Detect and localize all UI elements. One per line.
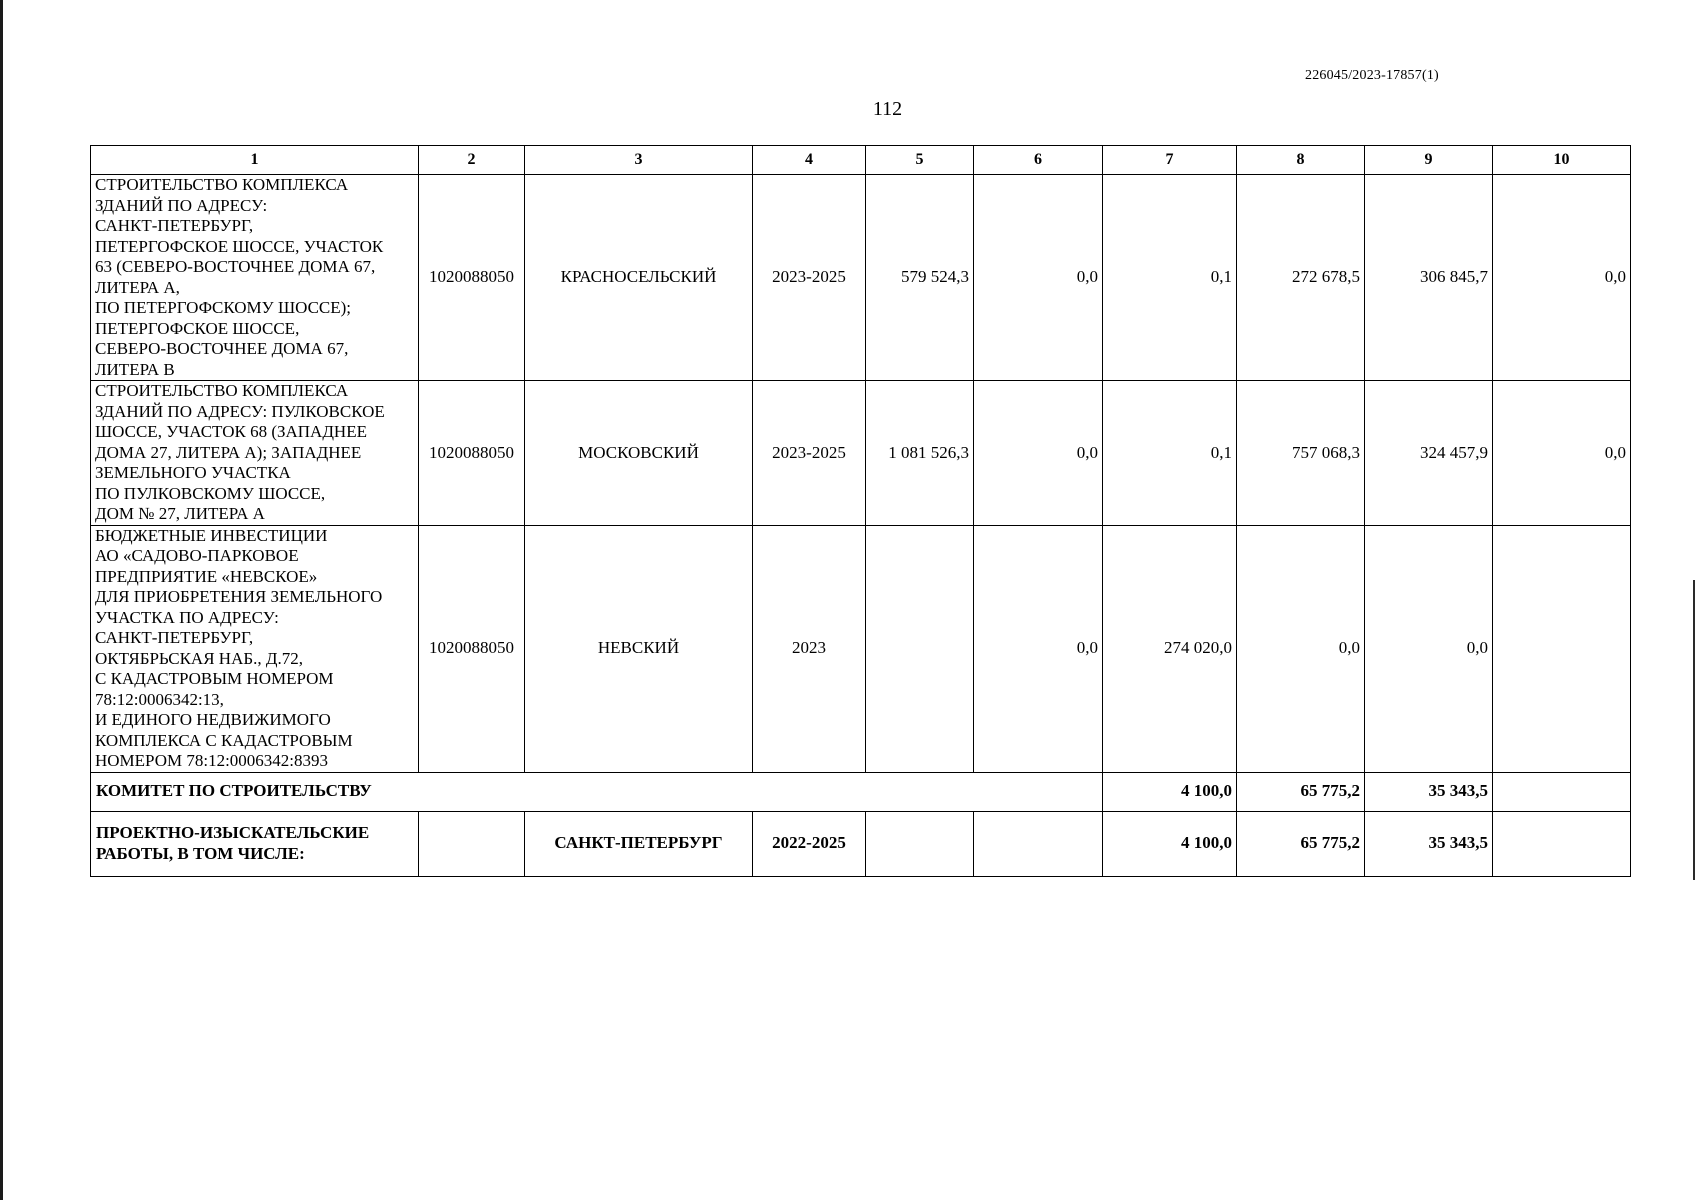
value-cell-8: 272 678,5	[1237, 175, 1365, 381]
value-cell-10	[1493, 525, 1631, 772]
column-number-row	[91, 146, 1631, 175]
value-cell-7: 274 020,0	[1103, 525, 1237, 772]
period-cell: 2023-2025	[753, 175, 866, 381]
code-cell	[419, 811, 525, 876]
value-cell-5	[866, 525, 974, 772]
value-cell-5: 1 081 526,3	[866, 381, 974, 526]
code-cell: 1020088050	[419, 525, 525, 772]
budget-table	[90, 145, 1631, 877]
column-header: 2	[419, 146, 525, 175]
value-cell-5	[866, 811, 974, 876]
value-cell-9: 35 343,5	[1365, 811, 1493, 876]
committee-name-cell: КОМИТЕТ ПО СТРОИТЕЛЬСТВУ	[91, 772, 1103, 811]
value-cell-10: 0,0	[1493, 381, 1631, 526]
district-cell: САНКТ-ПЕТЕРБУРГ	[525, 811, 753, 876]
district-cell: НЕВСКИЙ	[525, 525, 753, 772]
column-header: 5	[866, 146, 974, 175]
table-row	[91, 175, 1631, 381]
value-cell-8: 65 775,2	[1237, 772, 1365, 811]
column-header: 4	[753, 146, 866, 175]
table-row	[91, 381, 1631, 526]
column-header: 10	[1493, 146, 1631, 175]
value-cell-6: 0,0	[974, 381, 1103, 526]
code-cell: 1020088050	[419, 381, 525, 526]
column-header: 8	[1237, 146, 1365, 175]
object-name-cell: СТРОИТЕЛЬСТВО КОМПЛЕКСА ЗДАНИЙ ПО АДРЕСУ: САНКТ-ПЕТЕРБУРГ, ПЕТЕРГОФСКОЕ ШОССЕ, УЧАСТОК 63 (СЕВЕРО-ВОСТОЧНЕЕ ДОМА 67, ЛИТЕРА А, ПО ПЕТЕРГОФСКОМУ ШОССЕ); ПЕТЕРГОФСКОЕ ШОССЕ, СЕВЕРО-ВОСТОЧНЕЕ ДОМА 67, ЛИТЕРА В	[91, 175, 419, 381]
value-cell-6: 0,0	[974, 175, 1103, 381]
period-cell: 2022-2025	[753, 811, 866, 876]
value-cell-9: 35 343,5	[1365, 772, 1493, 811]
value-cell-10: 0,0	[1493, 175, 1631, 381]
district-cell: КРАСНОСЕЛЬСКИЙ	[525, 175, 753, 381]
committee-total-row	[91, 772, 1631, 811]
value-cell-5: 579 524,3	[866, 175, 974, 381]
survey-name-cell: ПРОЕКТНО-ИЗЫСКАТЕЛЬСКИЕ РАБОТЫ, В ТОМ ЧИСЛЕ:	[91, 811, 419, 876]
column-header: 6	[974, 146, 1103, 175]
column-header: 1	[91, 146, 419, 175]
page-number: 112	[872, 98, 903, 120]
column-header: 3	[525, 146, 753, 175]
value-cell-7: 4 100,0	[1103, 772, 1237, 811]
object-name-cell: СТРОИТЕЛЬСТВО КОМПЛЕКСА ЗДАНИЙ ПО АДРЕСУ: ПУЛКОВСКОЕ ШОССЕ, УЧАСТОК 68 (ЗАПАДНЕЕ ДОМА 27, ЛИТЕРА А); ЗАПАДНЕЕ ЗЕМЕЛЬНОГО УЧАСТКА ПО ПУЛКОВСКОМУ ШОССЕ, ДОМ № 27, ЛИТЕРА А	[91, 381, 419, 526]
value-cell-7: 0,1	[1103, 175, 1237, 381]
period-cell: 2023	[753, 525, 866, 772]
survey-works-row	[91, 811, 1631, 876]
column-header: 9	[1365, 146, 1493, 175]
value-cell-7: 0,1	[1103, 381, 1237, 526]
value-cell-9: 306 845,7	[1365, 175, 1493, 381]
table-row	[91, 525, 1631, 772]
scan-edge-left	[0, 0, 3, 1200]
value-cell-8: 757 068,3	[1237, 381, 1365, 526]
column-header: 7	[1103, 146, 1237, 175]
code-cell: 1020088050	[419, 175, 525, 381]
value-cell-6: 0,0	[974, 525, 1103, 772]
value-cell-7: 4 100,0	[1103, 811, 1237, 876]
value-cell-10	[1493, 772, 1631, 811]
value-cell-8: 65 775,2	[1237, 811, 1365, 876]
value-cell-6	[974, 811, 1103, 876]
district-cell: МОСКОВСКИЙ	[525, 381, 753, 526]
value-cell-9: 324 457,9	[1365, 381, 1493, 526]
value-cell-8: 0,0	[1237, 525, 1365, 772]
period-cell: 2023-2025	[753, 381, 866, 526]
document-number: 226045/2023-17857(1)	[1305, 68, 1439, 83]
object-name-cell: БЮДЖЕТНЫЕ ИНВЕСТИЦИИ АО «САДОВО-ПАРКОВОЕ ПРЕДПРИЯТИЕ «НЕВСКОЕ» ДЛЯ ПРИОБРЕТЕНИЯ ЗЕМЕЛЬНОГО УЧАСТКА ПО АДРЕСУ: САНКТ-ПЕТЕРБУРГ, ОКТЯБРЬСКАЯ НАБ., Д.72, С КАДАСТРОВЫМ НОМЕРОМ 78:12:0006342:13, И ЕДИНОГО НЕДВИЖИМОГО КОМПЛЕКСА С КАДАСТРОВЫМ НОМЕРОМ 78:12:0006342:8393	[91, 525, 419, 772]
value-cell-10	[1493, 811, 1631, 876]
value-cell-9: 0,0	[1365, 525, 1493, 772]
